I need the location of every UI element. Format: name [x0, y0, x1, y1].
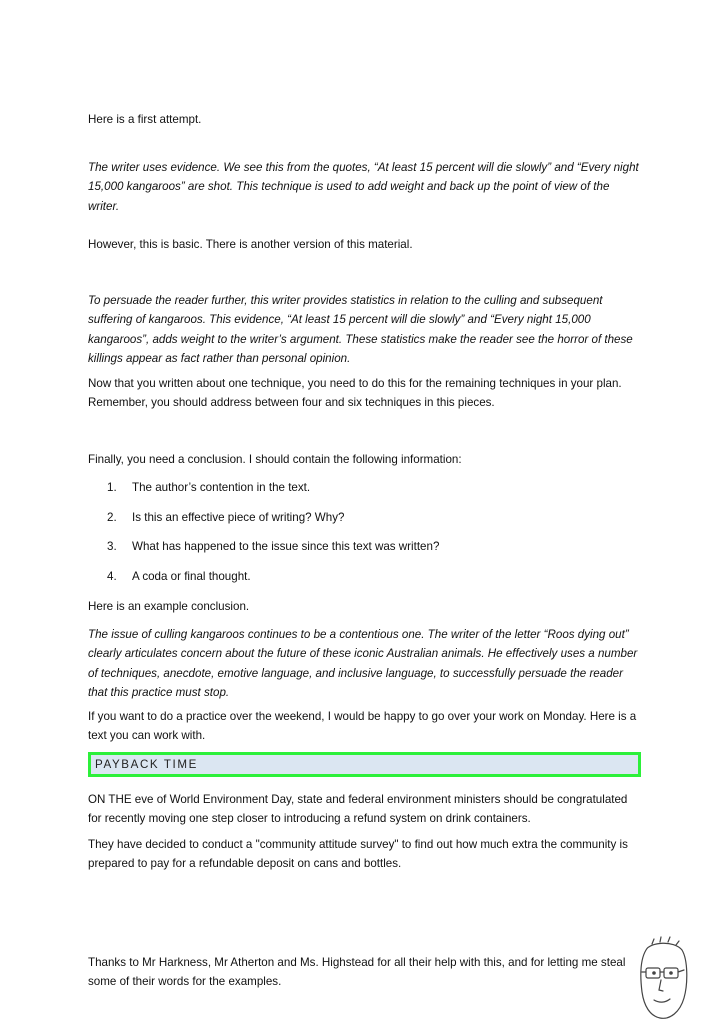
list-item-number: 3.: [107, 540, 117, 553]
payback-paragraph-1: ON THE eve of World Environment Day, state and federal environment ministers should be congratulated for recently moving one step closer to introducing a refund system on drink containers.: [88, 793, 628, 826]
list-item-number: 2.: [107, 511, 117, 524]
list-item-text: The author’s contention in the text.: [132, 481, 311, 494]
list-item-number: 4.: [107, 570, 117, 583]
example-label: Here is an example conclusion.: [88, 600, 250, 613]
however-text: However, this is basic. There is another version of this material.: [88, 238, 413, 251]
example-conclusion-paragraph: The issue of culling kangaroos continues to be a contentious one. The writer of the letter “Roos dying out” clearly articulates concern about the future of these iconic Australian animals. He effectively uses a number of techniques, anecdote, emotive language, and inclusive language, to successfully persuade the reader that this practice must stop.: [88, 628, 638, 699]
list-item-number: 1.: [107, 481, 117, 494]
cartoon-face-sketch-icon: [632, 936, 694, 1026]
list-item-text: What has happened to the issue since this text was written?: [132, 540, 440, 553]
list-item-text: A coda or final thought.: [132, 570, 251, 583]
conclusion-intro: Finally, you need a conclusion. I should contain the following information:: [88, 453, 462, 466]
techniques-paragraph: Now that you written about one technique, you need to do this for the remaining techniques in your plan. Remember, you should address between four and six techniques in this pieces.: [88, 377, 622, 410]
thanks-paragraph: Thanks to Mr Harkness, Mr Atherton and Ms. Highstead for all their help with this, and for letting me steal some of their words for the examples.: [88, 956, 626, 989]
practice-paragraph: If you want to do a practice over the weekend, I would be happy to go over your work on Monday. Here is a text you can work with.: [88, 710, 637, 743]
first-attempt-paragraph: The writer uses evidence. We see this from the quotes, “At least 15 percent will die slowly” and “Every night 15,000 kangaroos” are shot. This technique is used to add weight and back up the point of view of the writer.: [88, 161, 639, 213]
banner-title: PAYBACK TIME: [95, 758, 198, 771]
payback-time-banner: [88, 752, 641, 777]
improved-paragraph: To persuade the reader further, this writer provides statistics in relation to the culling and subsequent suffering of kangaroos. This evidence, “At least 15 percent will die slowly” and “Every night 15,000 kangaroos”, adds weight to the writer’s argument. These statistics make the reader see the horror of these killings appear as fact rather than personal opinion.: [88, 294, 633, 365]
payback-paragraph-2: They have decided to conduct a "community attitude survey" to find out how much extra the community is prepared to pay for a refundable deposit on cans and bottles.: [88, 838, 628, 871]
list-item-text: Is this an effective piece of writing? Why?: [132, 511, 345, 524]
intro-text: Here is a first attempt.: [88, 113, 202, 126]
